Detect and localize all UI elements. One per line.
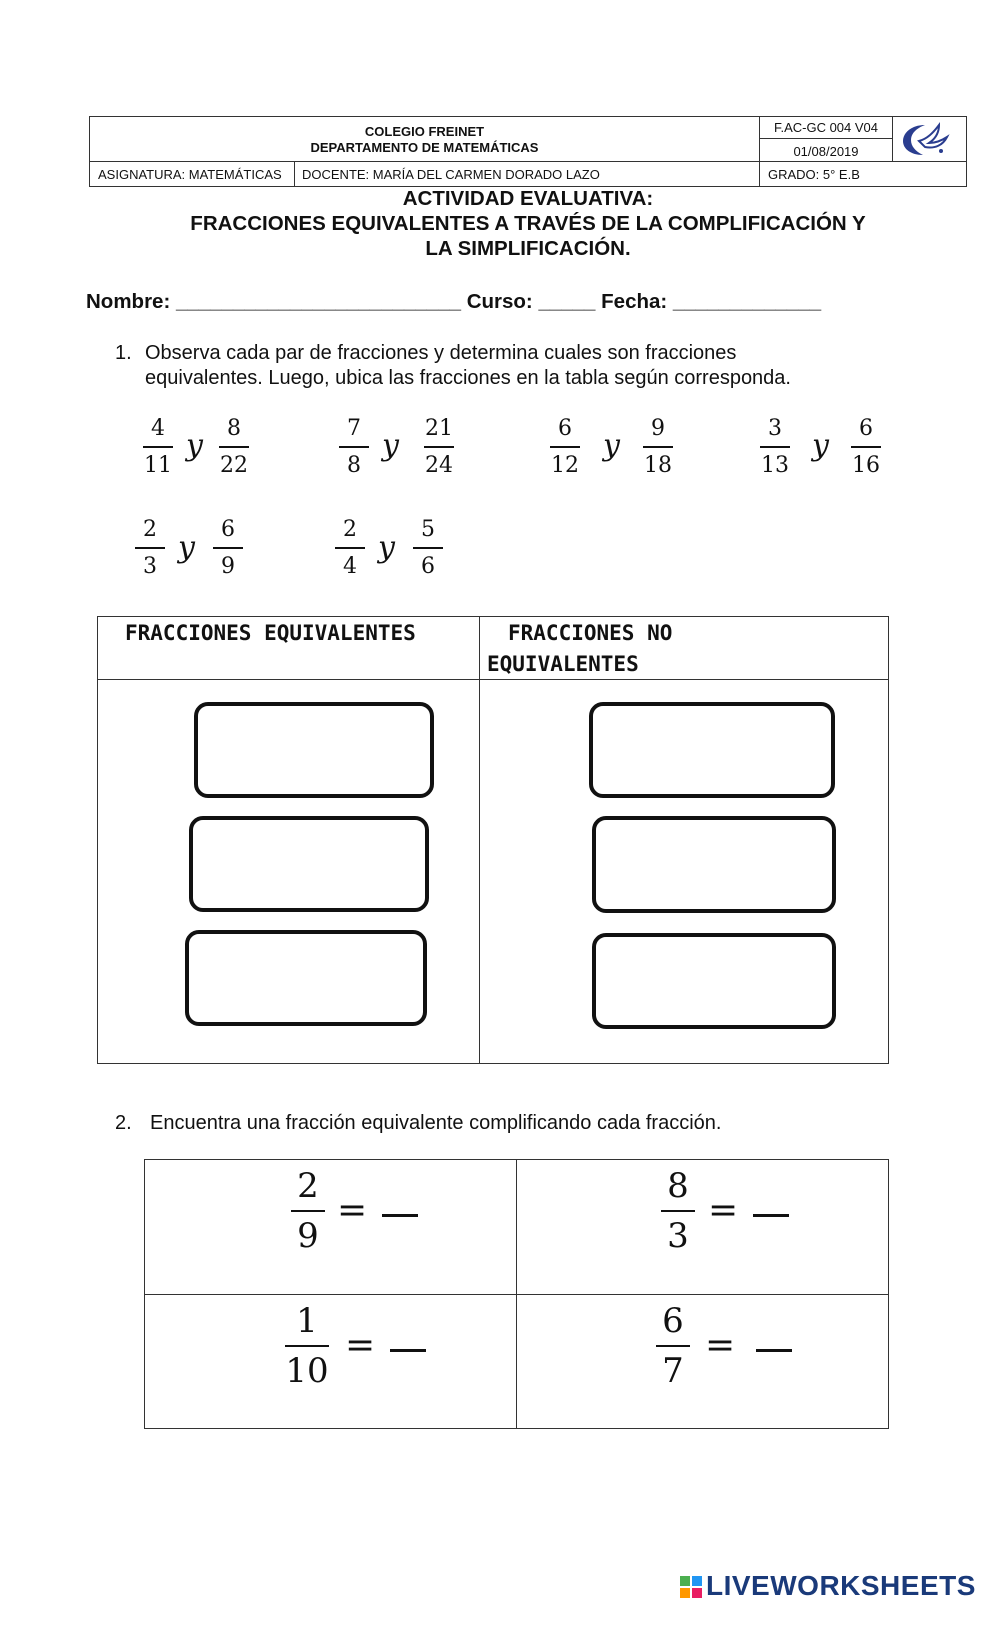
drop-box-equivalent[interactable] — [194, 702, 434, 798]
school-cell — [90, 117, 760, 162]
fraction[interactable] — [745, 415, 805, 479]
school-logo — [893, 117, 966, 162]
numerator: 21 — [425, 416, 453, 441]
question-1-number: 1. — [115, 342, 132, 364]
title-line-2: FRACCIONES EQUIVALENTES A TRAVÉS DE LA COMPLIFICACIÓN Y — [190, 212, 866, 235]
fraction[interactable] — [535, 415, 595, 479]
fraction[interactable] — [120, 516, 180, 580]
numerator: 7 — [347, 416, 361, 441]
drop-box-equivalent[interactable] — [189, 816, 429, 912]
denominator: 11 — [144, 453, 172, 478]
denominator: 18 — [644, 453, 672, 478]
numerator: 9 — [651, 416, 665, 441]
denominator: 22 — [220, 453, 248, 478]
dove-logo-icon — [893, 117, 966, 161]
fraction[interactable] — [398, 516, 458, 580]
denominator: 12 — [551, 453, 579, 478]
liveworksheets-logo-icon — [680, 1576, 702, 1598]
subject-cell: ASIGNATURA: MATEMÁTICAS — [90, 162, 295, 187]
answer-blank[interactable] — [753, 1214, 789, 1217]
connector-y: y — [378, 530, 395, 565]
drop-box-not-equivalent[interactable] — [592, 816, 836, 913]
equals-sign: = — [337, 1190, 368, 1231]
numerator: 6 — [662, 1301, 684, 1341]
drop-box-equivalent[interactable] — [185, 930, 427, 1026]
fraction — [648, 1165, 708, 1257]
numerator: 6 — [859, 416, 873, 441]
fraction[interactable] — [836, 415, 896, 479]
fraction — [277, 1300, 337, 1392]
denominator: 13 — [761, 453, 789, 478]
grade-cell: GRADO: 5° E.B — [768, 167, 860, 182]
complification-table — [144, 1159, 889, 1429]
column-header-equivalent: FRACCIONES EQUIVALENTES — [125, 621, 416, 645]
equals-sign: = — [345, 1325, 376, 1366]
doc-date: 01/08/2019 — [760, 139, 893, 162]
header-table — [89, 116, 967, 187]
connector-y: y — [603, 428, 620, 463]
fraction[interactable] — [128, 415, 188, 479]
denominator: 8 — [347, 453, 361, 478]
numerator: 3 — [768, 416, 782, 441]
denominator: 16 — [852, 453, 880, 478]
denominator: 6 — [421, 554, 435, 579]
denominator: 4 — [343, 554, 357, 579]
numerator: 2 — [297, 1166, 319, 1206]
numerator: 2 — [143, 517, 157, 542]
numerator: 4 — [151, 416, 165, 441]
denominator: 3 — [143, 554, 157, 579]
denominator: 7 — [662, 1351, 684, 1391]
fraction[interactable] — [320, 516, 380, 580]
drop-box-not-equivalent[interactable] — [589, 702, 835, 798]
numerator: 8 — [667, 1166, 689, 1206]
connector-y: y — [178, 530, 195, 565]
student-info-line[interactable]: Nombre: _________________________ Curso: _____ Fecha: _____________ — [86, 290, 822, 313]
connector-y: y — [186, 428, 203, 463]
classification-table — [97, 616, 889, 1064]
connector-y: y — [812, 428, 829, 463]
answer-blank[interactable] — [382, 1214, 418, 1217]
question-1-line-2: equivalentes. Luego, ubica las fracciones en la tabla según corresponda. — [145, 367, 791, 389]
fraction[interactable] — [198, 516, 258, 580]
equals-sign: = — [708, 1190, 739, 1231]
column-header-not-equivalent-1: FRACCIONES NO — [508, 621, 673, 645]
numerator: 5 — [421, 517, 435, 542]
denominator: 24 — [425, 453, 453, 478]
denominator: 3 — [667, 1216, 689, 1256]
title-line-3: LA SIMPLIFICACIÓN. — [425, 237, 631, 260]
numerator: 8 — [227, 416, 241, 441]
department-name: DEPARTAMENTO DE MATEMÁTICAS — [310, 140, 539, 155]
denominator: 9 — [221, 554, 235, 579]
connector-y: y — [382, 428, 399, 463]
title-line-1: ACTIVIDAD EVALUATIVA: — [402, 187, 654, 210]
question-2-number: 2. — [115, 1112, 132, 1134]
fraction[interactable] — [409, 415, 469, 479]
denominator: 9 — [297, 1216, 319, 1256]
column-header-not-equivalent-2: EQUIVALENTES — [487, 652, 639, 676]
numerator: 2 — [343, 517, 357, 542]
answer-blank[interactable] — [756, 1349, 792, 1352]
question-1-line-1: Observa cada par de fracciones y determina cuales son fracciones — [145, 342, 737, 364]
liveworksheets-brand: LIVEWORKSHEETS — [706, 1570, 976, 1601]
denominator: 10 — [285, 1351, 329, 1391]
question-2-text: Encuentra una fracción equivalente complificando cada fracción. — [150, 1112, 722, 1134]
fraction — [643, 1300, 703, 1392]
drop-box-not-equivalent[interactable] — [592, 933, 836, 1029]
fraction[interactable] — [204, 415, 264, 479]
fraction[interactable] — [628, 415, 688, 479]
school-name: COLEGIO FREINET — [364, 124, 485, 139]
fraction — [278, 1165, 338, 1257]
numerator: 6 — [221, 517, 235, 542]
answer-blank[interactable] — [390, 1349, 426, 1352]
doc-code: F.AC-GC 004 V04 — [760, 117, 893, 139]
equals-sign: = — [705, 1325, 736, 1366]
numerator: 6 — [558, 416, 572, 441]
fraction[interactable] — [324, 415, 384, 479]
teacher-cell: DOCENTE: MARÍA DEL CARMEN DORADO LAZO — [295, 162, 760, 187]
numerator: 1 — [296, 1301, 318, 1341]
